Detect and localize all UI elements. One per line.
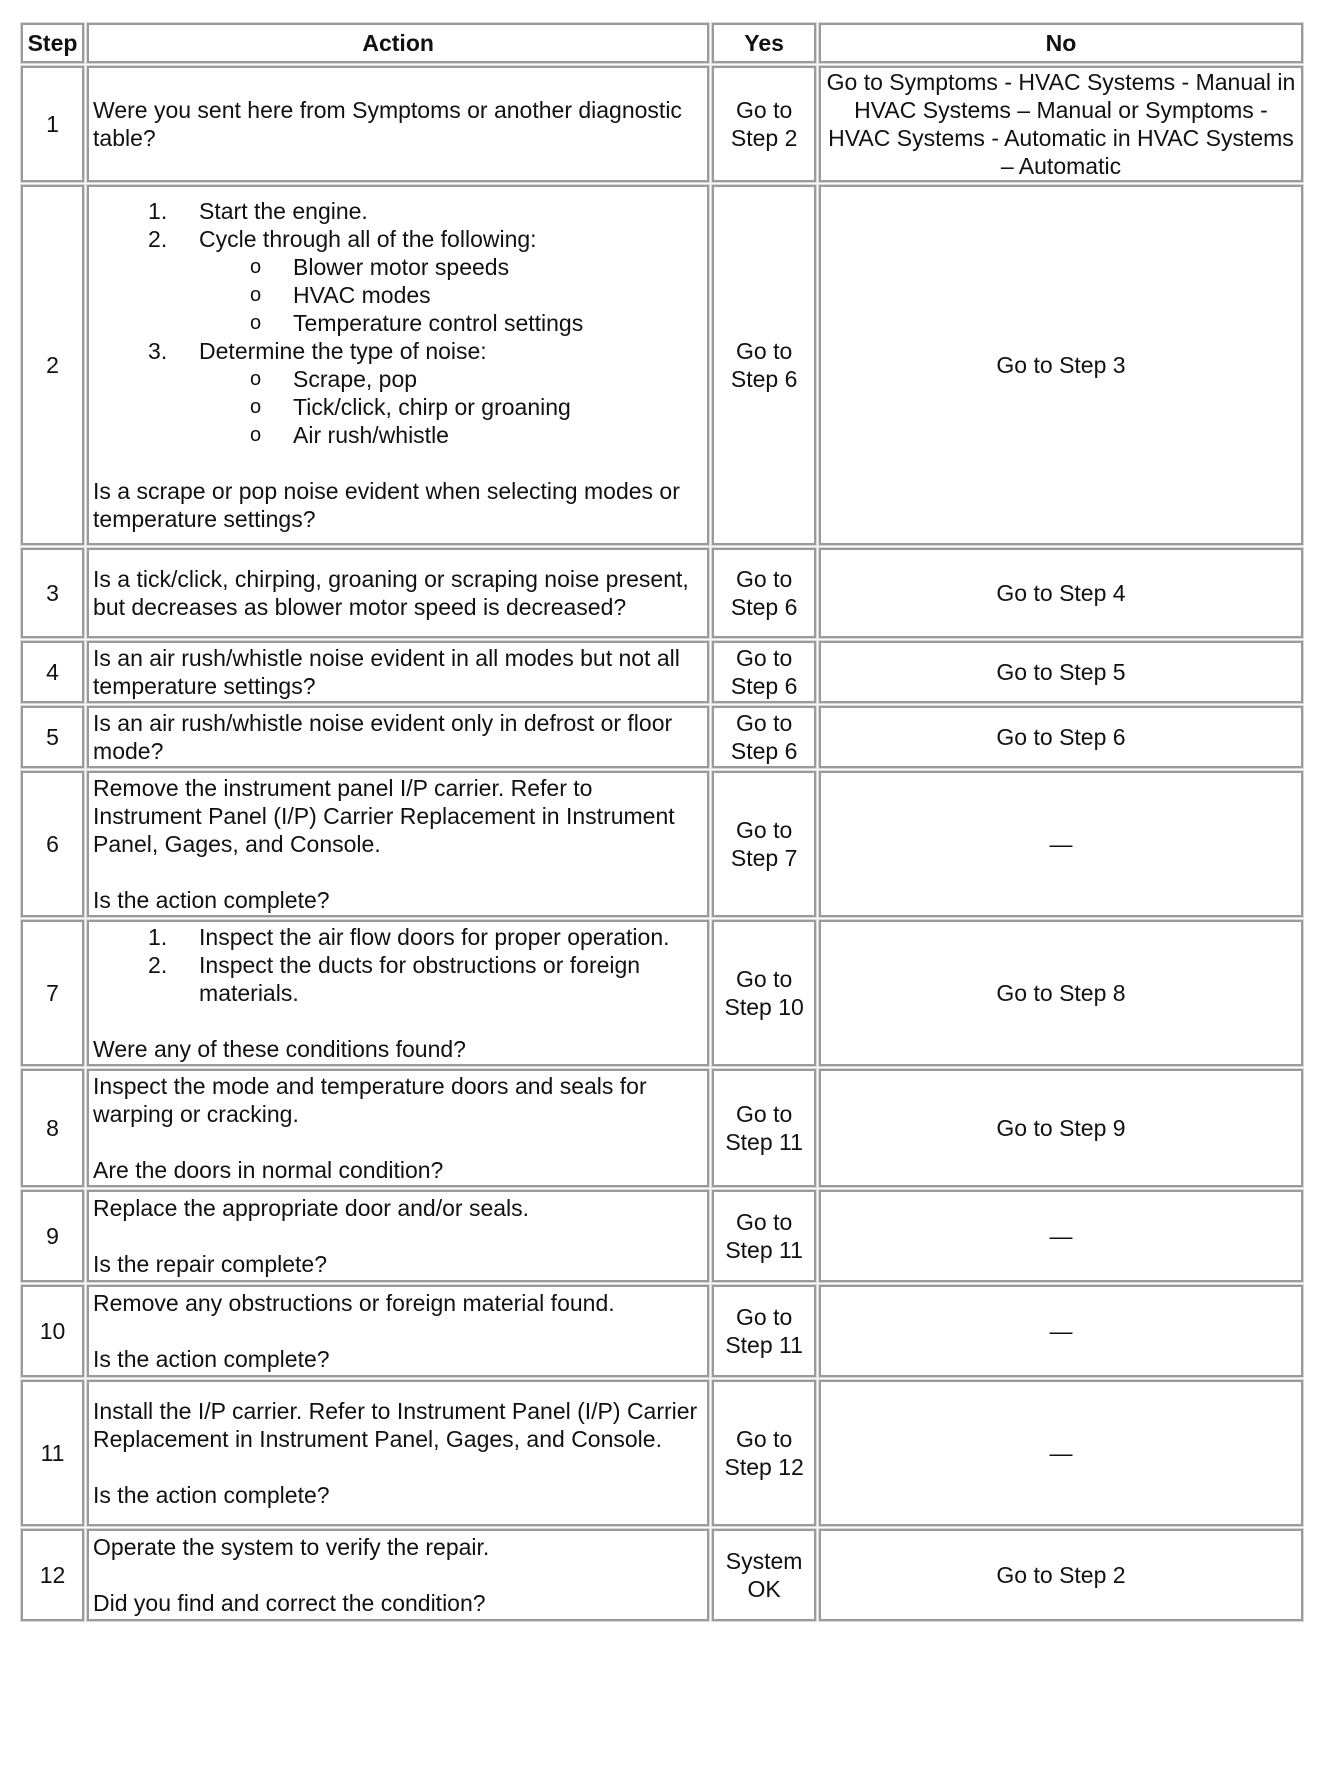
action-cell (87, 185, 709, 545)
action-cell (87, 548, 709, 638)
list-item (93, 197, 703, 225)
no-cell: — (819, 1380, 1303, 1526)
item-text: Start the engine. (199, 198, 368, 224)
step-number: 10 (21, 1285, 84, 1377)
no-cell: Go to Step 3 (819, 185, 1303, 545)
sub-list-item (93, 281, 703, 309)
table-row (21, 1529, 1303, 1621)
list-item (93, 337, 703, 449)
sub-list-item (93, 421, 703, 449)
action-instruction: Replace the appropriate door and/or seals. (93, 1195, 530, 1221)
action-instruction: Inspect the mode and temperature doors and seals for warping or cracking. (93, 1073, 647, 1127)
diagnostic-page (18, 20, 1306, 1624)
item-number: 3. (148, 338, 168, 364)
step-number: 7 (21, 920, 84, 1066)
sub-list-item (93, 393, 703, 421)
sub-list-item (93, 309, 703, 337)
bullet-icon: o (250, 368, 262, 390)
list-item (93, 923, 703, 951)
action-instruction: Remove the instrument panel I/P carrier. Refer to Instrument Panel (I/P) Carrier Replacement in Instrument Panel, Gages, and Console. (93, 775, 675, 857)
spacer (93, 1128, 703, 1156)
action-question: Were you sent here from Symptoms or another diagnostic table? (93, 97, 682, 151)
step-number: 12 (21, 1529, 84, 1621)
action-question: Is the action complete? (93, 1346, 330, 1372)
no-cell: — (819, 771, 1303, 917)
no-cell: Go to Step 4 (819, 548, 1303, 638)
action-question: Is a tick/click, chirping, groaning or scraping noise present, but decreases as blower motor speed is decreased? (93, 566, 689, 620)
header-row (21, 23, 1303, 63)
yes-cell: Go to Step 2 (712, 66, 816, 182)
header-yes: Yes (712, 23, 816, 63)
diagnostic-table (18, 20, 1306, 1624)
action-question: Is an air rush/whistle noise evident only in defrost or floor mode? (93, 710, 673, 764)
no-cell: Go to Step 5 (819, 641, 1303, 703)
bullet-icon: o (250, 312, 262, 334)
table-row (21, 920, 1303, 1066)
action-instruction: Remove any obstructions or foreign material found. (93, 1290, 615, 1316)
item-number: 2. (148, 952, 168, 978)
table-row (21, 66, 1303, 182)
spacer (93, 1317, 703, 1345)
spacer (93, 1561, 703, 1589)
sub-list (199, 365, 703, 449)
step-number: 5 (21, 706, 84, 768)
action-cell (87, 706, 709, 768)
no-cell: Go to Step 2 (819, 1529, 1303, 1621)
item-text: Determine the type of noise: (199, 338, 487, 364)
yes-cell: Go to Step 6 (712, 706, 816, 768)
spacer (93, 1222, 703, 1250)
item-number: 1. (148, 924, 168, 950)
step-number: 1 (21, 66, 84, 182)
sub-item-text: Tick/click, chirp or groaning (293, 394, 571, 420)
action-cell (87, 1190, 709, 1282)
yes-cell: Go to Step 6 (712, 548, 816, 638)
action-cell (87, 920, 709, 1066)
yes-cell: Go to Step 7 (712, 771, 816, 917)
sub-item-text: Air rush/whistle (293, 422, 449, 448)
spacer (93, 449, 703, 477)
action-cell (87, 771, 709, 917)
yes-cell: Go to Step 11 (712, 1285, 816, 1377)
bullet-icon: o (250, 256, 262, 278)
sub-item-text: HVAC modes (293, 282, 431, 308)
action-question: Is a scrape or pop noise evident when selecting modes or temperature settings? (93, 478, 680, 532)
sub-list-item (93, 365, 703, 393)
header-action: Action (87, 23, 709, 63)
no-cell: — (819, 1190, 1303, 1282)
action-question: Is the action complete? (93, 1482, 330, 1508)
action-instruction: Operate the system to verify the repair. (93, 1534, 490, 1560)
step-number: 3 (21, 548, 84, 638)
table-row (21, 185, 1303, 545)
item-text: Inspect the air flow doors for proper operation. (199, 924, 670, 950)
action-cell (87, 66, 709, 182)
item-text: Inspect the ducts for obstructions or foreign materials. (199, 952, 641, 1006)
action-question: Are the doors in normal condition? (93, 1157, 444, 1183)
yes-cell: Go to Step 10 (712, 920, 816, 1066)
action-question: Is the action complete? (93, 887, 330, 913)
step-number: 6 (21, 771, 84, 917)
spacer (93, 858, 703, 886)
step-number: 8 (21, 1069, 84, 1187)
item-number: 1. (148, 198, 168, 224)
action-instruction: Install the I/P carrier. Refer to Instrument Panel (I/P) Carrier Replacement in Instrument Panel, Gages, and Console. (93, 1398, 698, 1452)
sub-item-text: Blower motor speeds (293, 254, 510, 280)
action-question: Were any of these conditions found? (93, 1036, 466, 1062)
action-cell (87, 1285, 709, 1377)
action-cell (87, 1380, 709, 1526)
table-row (21, 1380, 1303, 1526)
yes-cell: Go to Step 11 (712, 1190, 816, 1282)
step-number: 4 (21, 641, 84, 703)
step-number: 11 (21, 1380, 84, 1526)
yes-cell: Go to Step 11 (712, 1069, 816, 1187)
sub-list (199, 253, 703, 337)
bullet-icon: o (250, 396, 262, 418)
table-row (21, 771, 1303, 917)
header-step: Step (21, 23, 84, 63)
sub-item-text: Temperature control settings (293, 310, 584, 336)
action-question: Did you find and correct the condition? (93, 1590, 486, 1616)
no-cell: Go to Step 9 (819, 1069, 1303, 1187)
no-cell: Go to Step 6 (819, 706, 1303, 768)
yes-cell: Go to Step 6 (712, 641, 816, 703)
yes-cell: Go to Step 6 (712, 185, 816, 545)
action-question: Is the repair complete? (93, 1251, 327, 1277)
step-number: 9 (21, 1190, 84, 1282)
item-text: Cycle through all of the following: (199, 226, 537, 252)
list-item (93, 951, 703, 1007)
table-row (21, 706, 1303, 768)
list-item (93, 225, 703, 337)
header-no: No (819, 23, 1303, 63)
yes-cell: Go to Step 12 (712, 1380, 816, 1526)
step-number: 2 (21, 185, 84, 545)
yes-cell: System OK (712, 1529, 816, 1621)
bullet-icon: o (250, 424, 262, 446)
table-row (21, 548, 1303, 638)
sub-item-text: Scrape, pop (293, 366, 418, 392)
table-row (21, 641, 1303, 703)
action-cell (87, 1529, 709, 1621)
spacer (93, 1453, 703, 1481)
action-question: Is an air rush/whistle noise evident in all modes but not all temperature settings? (93, 645, 680, 699)
spacer (93, 1007, 703, 1035)
table-row (21, 1069, 1303, 1187)
bullet-icon: o (250, 284, 262, 306)
table-row (21, 1190, 1303, 1282)
action-cell (87, 1069, 709, 1187)
numbered-list (93, 197, 703, 449)
table-row (21, 1285, 1303, 1377)
numbered-list (93, 923, 703, 1007)
item-number: 2. (148, 226, 168, 252)
no-cell: Go to Symptoms - HVAC Systems - Manual in HVAC Systems – Manual or Symptoms - HVAC Systems - Automatic in HVAC Systems – Automatic (819, 66, 1303, 182)
no-cell: — (819, 1285, 1303, 1377)
no-cell: Go to Step 8 (819, 920, 1303, 1066)
action-cell (87, 641, 709, 703)
sub-list-item (93, 253, 703, 281)
